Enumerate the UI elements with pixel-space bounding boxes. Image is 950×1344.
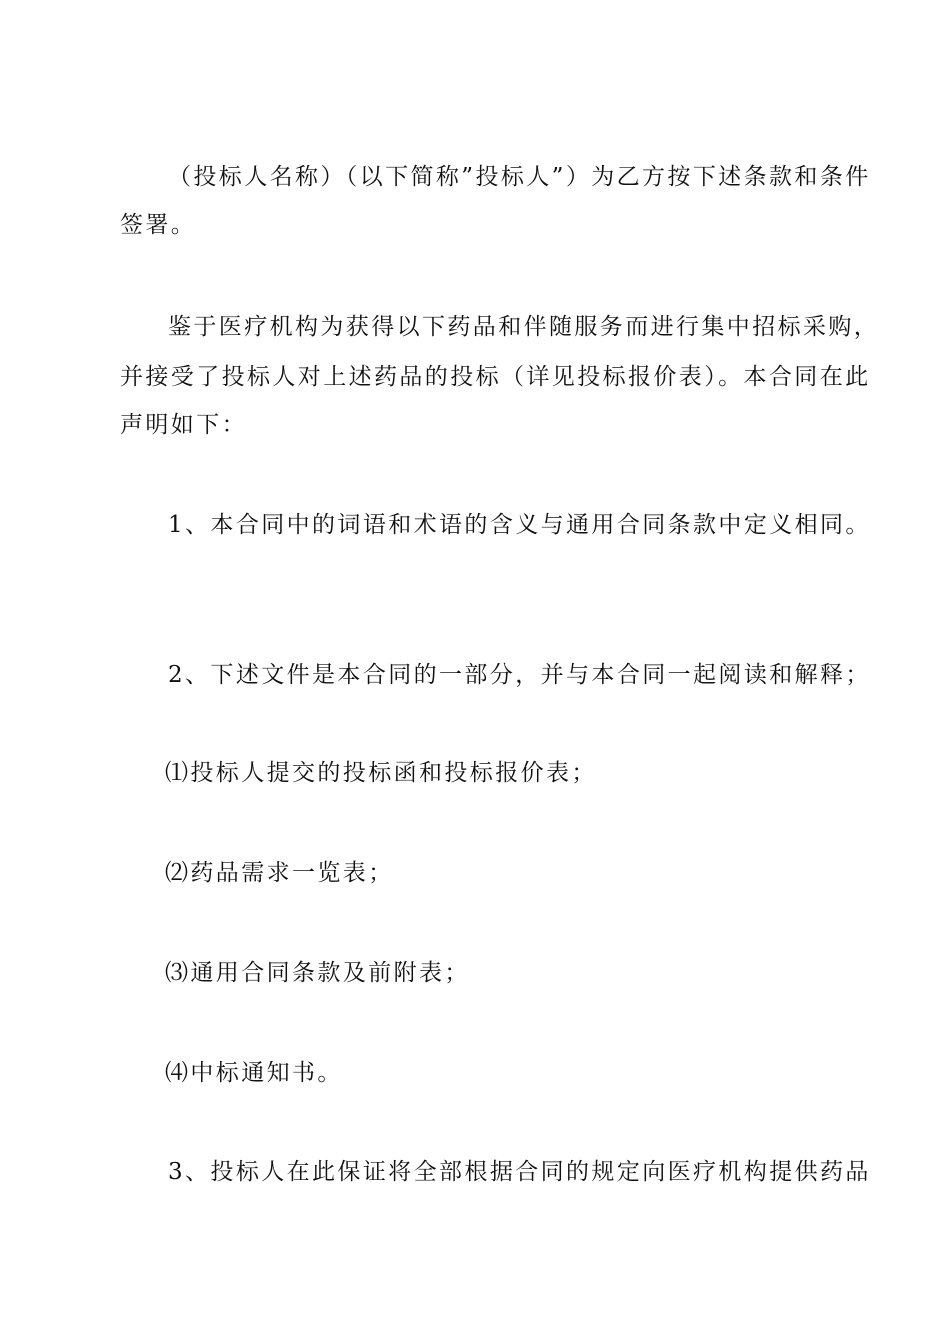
clause-3: 3、投标人在此保证将全部根据合同的规定向医疗机构提供药品: [168, 1159, 871, 1185]
clause-2-item-3: ⑶通用合同条款及前附表；: [165, 960, 470, 986]
clause-2: 2、下述文件是本合同的一部分，并与本合同一起阅读和解释；: [168, 662, 871, 688]
paragraph-whereas-line-3: 声明如下：: [120, 412, 247, 438]
paragraph-whereas-line-1: 鉴于医疗机构为获得以下药品和伴随服务而进行集中招标采购，: [168, 314, 880, 340]
paragraph-whereas-line-2: 并接受了投标人对上述药品的投标（详见投标报价表）。本合同在此: [120, 364, 871, 390]
clause-1: 1、本合同中的词语和术语的含义与通用合同条款中定义相同。: [168, 512, 871, 538]
clause-2-item-2: ⑵药品需求一览表；: [165, 860, 394, 886]
paragraph-party-line-2: 签署。: [120, 212, 197, 238]
clause-2-item-4: ⑷中标通知书。: [165, 1060, 343, 1086]
clause-2-item-1: ⑴投标人提交的投标函和投标报价表；: [165, 760, 597, 786]
paragraph-party-line-1: （投标人名称）（以下简称”投标人”）为乙方按下述条款和条件: [168, 164, 871, 190]
